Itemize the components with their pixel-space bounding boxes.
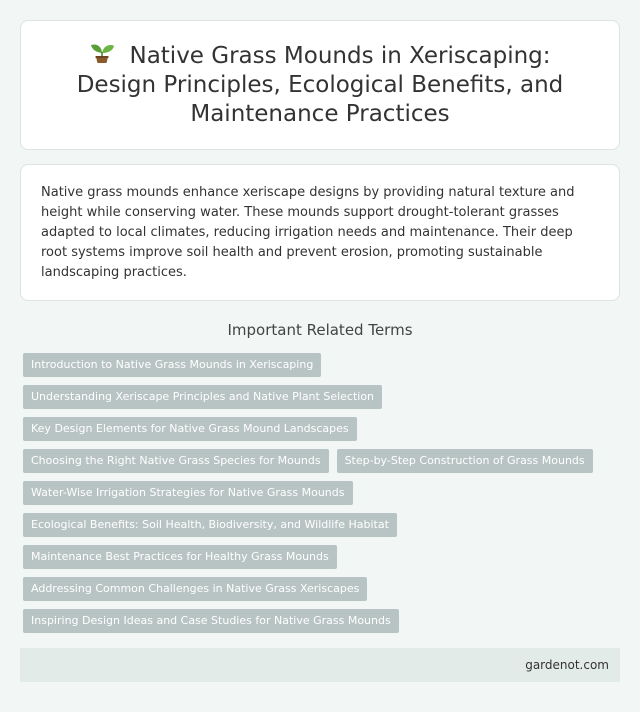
related-term-tag[interactable]: Key Design Elements for Native Grass Mound Landscapes <box>23 417 357 441</box>
sprout-icon <box>89 42 115 64</box>
related-term-tag[interactable]: Inspiring Design Ideas and Case Studies for Native Grass Mounds <box>23 609 399 633</box>
related-term-tag[interactable]: Ecological Benefits: Soil Health, Biodiversity, and Wildlife Habitat <box>23 513 397 537</box>
related-term-tag[interactable]: Understanding Xeriscape Principles and Native Plant Selection <box>23 385 382 409</box>
related-terms-heading: Important Related Terms <box>227 321 413 339</box>
related-terms-list <box>23 353 617 633</box>
summary-text: Native grass mounds enhance xeriscape designs by providing natural texture and height while conserving water. These mounds support drought-tolerant grasses adapted to local climates, reducing irrigation needs and maintenance. Their deep root systems improve soil health and prevent erosion, promoting sustainable landscaping practices. <box>41 185 575 280</box>
related-term-tag[interactable]: Water-Wise Irrigation Strategies for Native Grass Mounds <box>23 481 353 505</box>
related-term-tag[interactable]: Addressing Common Challenges in Native Grass Xeriscapes <box>23 577 367 601</box>
page-title <box>51 42 589 129</box>
related-term-tag[interactable]: Introduction to Native Grass Mounds in Xeriscaping <box>23 353 321 377</box>
related-term-tag[interactable]: Maintenance Best Practices for Healthy Grass Mounds <box>23 545 337 569</box>
related-term-tag[interactable]: Step-by-Step Construction of Grass Mounds <box>337 449 593 473</box>
related-term-tag[interactable]: Choosing the Right Native Grass Species for Mounds <box>23 449 329 473</box>
footer <box>20 648 620 682</box>
title-text: Native Grass Mounds in Xeriscaping: Design Principles, Ecological Benefits, and Maintenance Practices <box>76 42 564 127</box>
title-card <box>20 20 620 150</box>
footer-site-link[interactable]: gardenot.com <box>525 658 609 672</box>
summary-card <box>20 164 620 301</box>
